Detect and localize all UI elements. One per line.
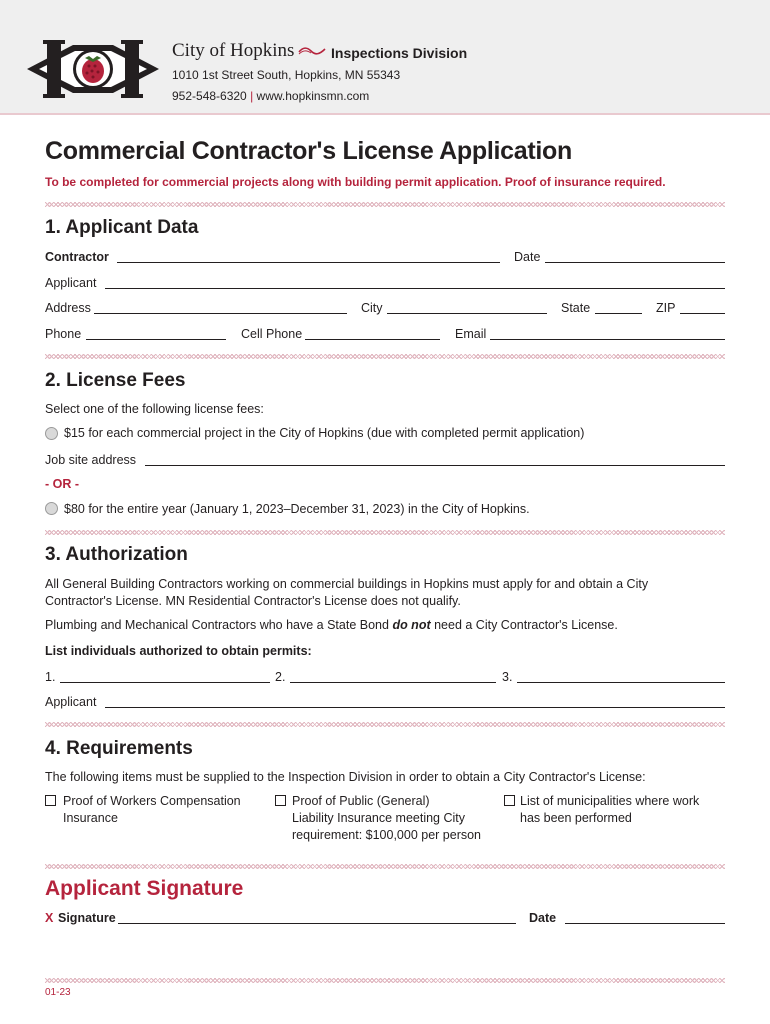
date-label: Date	[514, 250, 541, 264]
signature-field[interactable]	[118, 923, 516, 924]
state-label: State	[561, 301, 591, 315]
date-field[interactable]	[545, 262, 725, 263]
req-workers-comp-line-1: Proof of Workers Compensation	[63, 794, 241, 808]
section-divider	[45, 722, 725, 727]
signature-date-field[interactable]	[565, 923, 725, 924]
authorization-line-1: All General Building Contractors working on commercial buildings in Hopkins must apply for and obtain a City	[45, 577, 649, 591]
req-workers-comp-checkbox[interactable]	[45, 795, 56, 806]
cell-phone-field[interactable]	[305, 339, 440, 340]
signature-label: Signature	[58, 911, 116, 925]
jobsite-label: Job site address	[45, 453, 137, 467]
section-1-heading: 1. Applicant Data	[45, 217, 199, 238]
section-3-heading: 3. Authorization	[45, 544, 188, 565]
separator: |	[250, 89, 254, 103]
authorized-3-label: 3.	[502, 670, 513, 684]
zip-label: ZIP	[656, 301, 676, 315]
fee-option-annual-label: $80 for the entire year (January 1, 2023–December 31, 2023) in the City of Hopkins.	[64, 502, 530, 516]
city-field[interactable]	[387, 313, 547, 314]
req-liability-label	[292, 793, 481, 844]
bond-note	[45, 618, 618, 632]
bond-note-after: need a City Contractor's License.	[430, 618, 618, 632]
section-divider	[45, 864, 725, 869]
signature-date-label: Date	[529, 911, 557, 925]
section-4-heading: 4. Requirements	[45, 738, 193, 759]
req-liability-checkbox[interactable]	[275, 795, 286, 806]
city-phone: 952-548-6320	[172, 89, 247, 103]
division-name: Inspections Division	[331, 45, 468, 61]
authorized-3-field[interactable]	[517, 682, 725, 683]
letterhead	[0, 0, 770, 115]
phone-field[interactable]	[86, 339, 226, 340]
authorization-line-2: Contractor's License. MN Residential Contractor's License does not qualify.	[45, 594, 461, 608]
city-name: City of Hopkins	[172, 40, 295, 61]
fee-option-project-label: $15 for each commercial project in the City of Hopkins (due with completed permit application)	[64, 426, 585, 440]
city-logo	[27, 38, 159, 100]
email-label: Email	[455, 327, 487, 341]
req-workers-comp-line-2: Insurance	[63, 811, 118, 825]
bond-note-before: Plumbing and Mechanical Contractors who have a State Bond	[45, 618, 393, 632]
cell-phone-label: Cell Phone	[241, 327, 303, 341]
authorized-2-field[interactable]	[290, 682, 496, 683]
section-divider	[45, 530, 725, 535]
req-municipalities-checkbox[interactable]	[504, 795, 515, 806]
or-separator: - OR -	[45, 477, 80, 491]
email-field[interactable]	[490, 339, 725, 340]
footer-divider	[45, 978, 725, 983]
state-field[interactable]	[595, 313, 642, 314]
wave-divider-icon	[298, 46, 326, 56]
section-divider	[45, 354, 725, 359]
applicant-label: Applicant	[45, 276, 97, 290]
form-revision-code: 01-23	[45, 987, 71, 998]
form-subtitle: To be completed for commercial projects along with building permit application. Proof of insurance required.	[45, 175, 666, 189]
contractor-label: Contractor	[45, 250, 109, 264]
requirements-intro: The following items must be supplied to the Inspection Division in order to obtain a City Contractor's License:	[45, 770, 646, 784]
city-website[interactable]: www.hopkinsmn.com	[256, 89, 370, 103]
section-2-heading: 2. License Fees	[45, 370, 186, 391]
fee-instruction: Select one of the following license fees:	[45, 402, 264, 416]
signature-x-mark: X	[45, 911, 54, 925]
form-title: Commercial Contractor's License Application	[45, 137, 572, 165]
contact-line	[172, 89, 369, 103]
req-municipalities-label	[520, 793, 699, 827]
signature-heading: Applicant Signature	[45, 877, 244, 900]
fee-option-annual-radio[interactable]	[45, 502, 58, 515]
jobsite-field[interactable]	[145, 465, 725, 466]
authorized-1-label: 1.	[45, 670, 56, 684]
authorized-applicant-field[interactable]	[105, 707, 725, 708]
applicant-field[interactable]	[105, 288, 725, 289]
authorized-2-label: 2.	[275, 670, 286, 684]
address-label: Address	[45, 301, 91, 315]
address-field[interactable]	[94, 313, 347, 314]
contractor-field[interactable]	[117, 262, 500, 263]
authorized-1-field[interactable]	[60, 682, 270, 683]
req-municipalities-line-2: has been performed	[520, 811, 632, 825]
city-address: 1010 1st Street South, Hopkins, MN 55343	[172, 68, 401, 82]
phone-label: Phone	[45, 327, 82, 341]
section-divider	[45, 202, 725, 207]
fee-option-project-radio[interactable]	[45, 427, 58, 440]
req-liability-line-1: Proof of Public (General)	[292, 794, 430, 808]
authorized-applicant-label: Applicant	[45, 695, 97, 709]
bond-note-emphasis: do not	[392, 618, 431, 632]
authorized-list-label: List individuals authorized to obtain permits:	[45, 644, 312, 658]
req-liability-line-2: Liability Insurance meeting City	[292, 811, 465, 825]
zip-field[interactable]	[680, 313, 725, 314]
req-workers-comp-label	[63, 793, 241, 827]
req-municipalities-line-1: List of municipalities where work	[520, 794, 700, 808]
req-liability-line-3: requirement: $100,000 per person	[292, 828, 482, 842]
authorization-paragraph	[45, 576, 648, 610]
city-label: City	[361, 301, 383, 315]
